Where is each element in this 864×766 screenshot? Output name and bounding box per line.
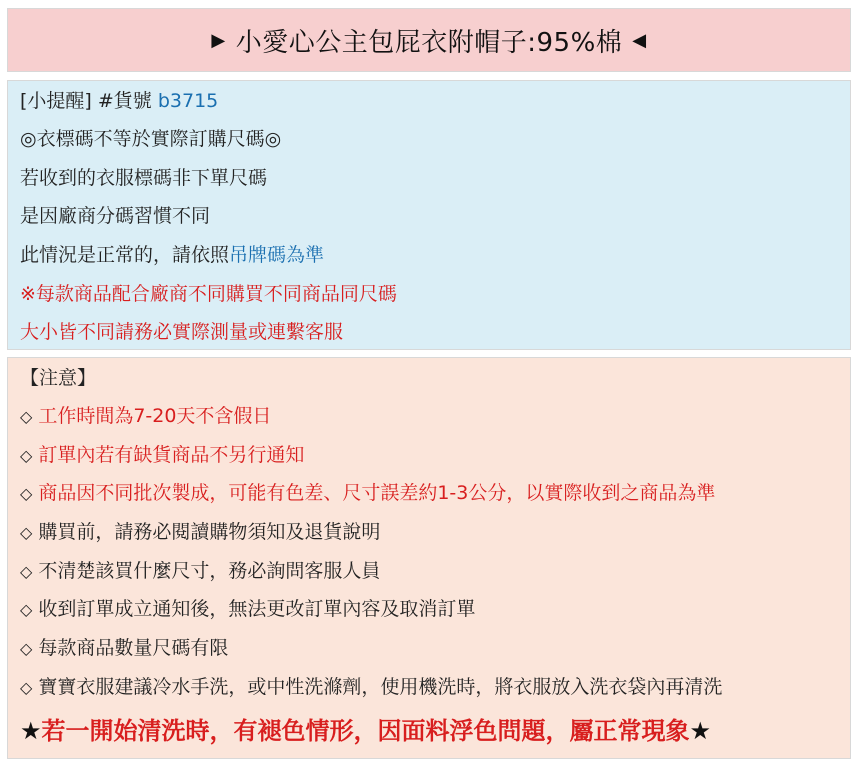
notice-panel xyxy=(7,357,851,759)
star-icon: ★ xyxy=(20,717,42,745)
reminder-panel xyxy=(7,80,851,350)
notice-item-text: 收到訂單成立通知後，無法更改訂單內容及取消訂單 xyxy=(38,598,476,620)
notice-item xyxy=(20,637,228,660)
notice-item-text: 不清楚該買什麼尺寸，務必詢問客服人員 xyxy=(38,560,381,582)
notice-item xyxy=(20,676,722,699)
diamond-bullet-icon: ◇ xyxy=(20,446,33,465)
reminder-line-2: 若收到的衣服標碼非下單尺碼 xyxy=(20,167,268,189)
diamond-bullet-icon: ◇ xyxy=(20,600,33,619)
right-triangle-icon: ▶ xyxy=(211,29,226,51)
notice-item-text: 商品因不同批次製成，可能有色差、尺寸誤差約1-3公分，以實際收到之商品為準 xyxy=(38,482,716,504)
notice-item xyxy=(20,444,304,467)
washing-warning-text: 若一開始清洗時，有褪色情形，因面料浮色問題，屬正常現象 xyxy=(41,717,690,745)
sku-line xyxy=(20,90,218,112)
tag-size-highlight: 吊牌碼為準 xyxy=(229,244,325,266)
sku-label: #貨號 xyxy=(97,90,152,112)
notice-heading: 【注意】 xyxy=(20,367,97,389)
reminder-line-5: ※每款商品配合廠商不同購買不同商品同尺碼 xyxy=(20,283,397,305)
diamond-bullet-icon: ◇ xyxy=(20,678,33,697)
notice-item-text: 每款商品數量尺碼有限 xyxy=(38,637,229,659)
star-icon: ★ xyxy=(689,717,712,745)
reminder-line-6: 大小皆不同請務必實際測量或連繫客服 xyxy=(20,321,344,343)
diamond-bullet-icon: ◇ xyxy=(20,523,33,542)
reminder-line-4 xyxy=(20,244,324,266)
diamond-bullet-icon: ◇ xyxy=(20,639,33,658)
notice-item xyxy=(20,598,475,621)
sku-value: b3715 xyxy=(157,90,219,112)
notice-item-text: 工作時間為7-20天不含假日 xyxy=(38,405,272,427)
notice-item xyxy=(20,521,380,544)
notice-item xyxy=(20,482,715,505)
reminder-line-3: 是因廠商分碼習慣不同 xyxy=(20,205,211,227)
diamond-bullet-icon: ◇ xyxy=(20,407,33,426)
diamond-bullet-icon: ◇ xyxy=(20,562,33,581)
product-title: 小愛心公主包屁衣附帽子:95%棉 xyxy=(235,27,623,58)
notice-item xyxy=(20,560,380,583)
left-triangle-icon: ◀ xyxy=(632,29,647,51)
washing-warning xyxy=(20,716,711,746)
notice-item xyxy=(20,405,271,428)
product-title-banner xyxy=(7,8,851,72)
notice-item-text: 購買前，請務必閱讀購物須知及退貨說明 xyxy=(38,521,381,543)
notice-item-text: 寶寶衣服建議冷水手洗，或中性洗滌劑，使用機洗時，將衣服放入洗衣袋內再清洗 xyxy=(38,676,723,698)
reminder-line-1: ◎衣標碼不等於實際訂購尺碼◎ xyxy=(20,128,282,150)
notice-item-text: 訂單內若有缺貨商品不另行通知 xyxy=(38,444,305,466)
diamond-bullet-icon: ◇ xyxy=(20,484,33,503)
reminder-line-4-text: 此情況是正常的，請依照 xyxy=(20,244,230,266)
reminder-label: [小提醒] xyxy=(20,90,92,112)
